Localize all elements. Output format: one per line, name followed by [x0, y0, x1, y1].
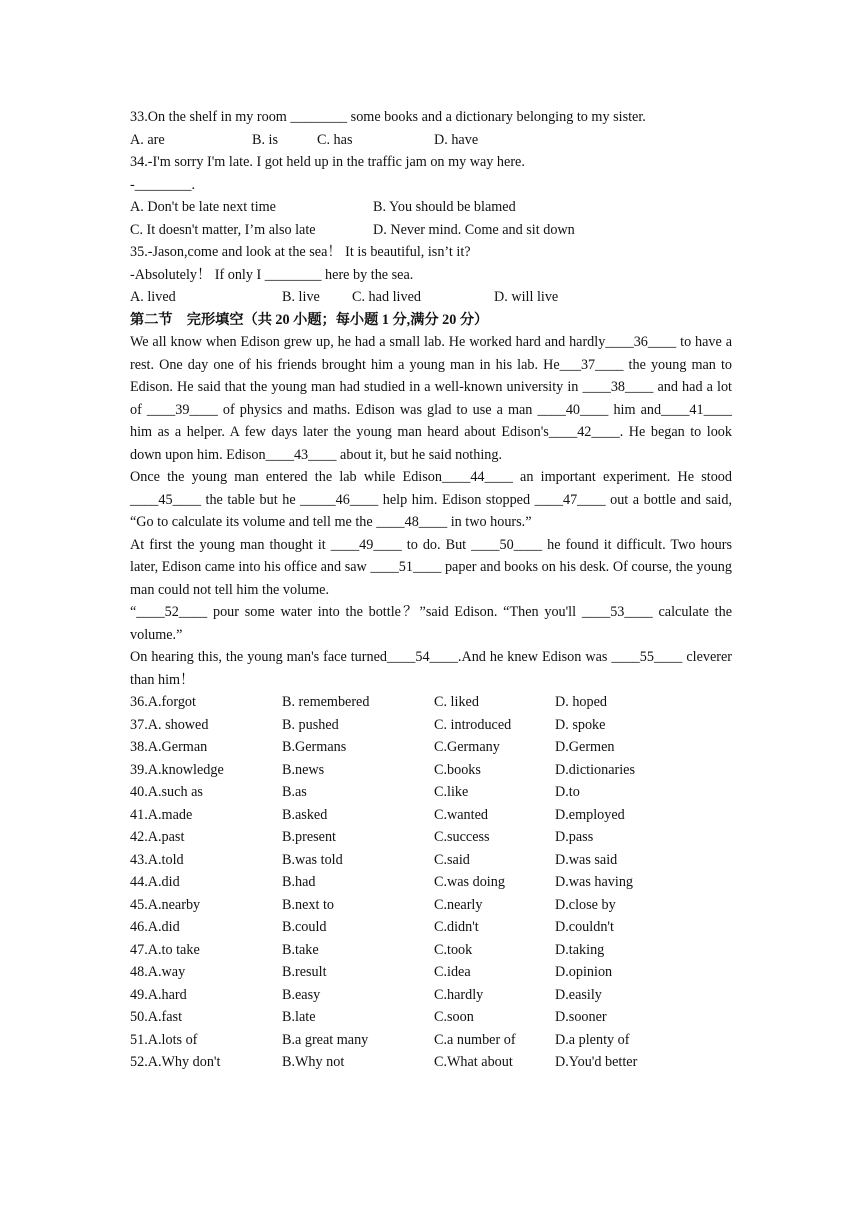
choice-d: D. spoke — [555, 716, 606, 733]
passage-paragraph-1: We all know when Edison grew up, he had a small lab. He worked hard and hardly____36____ to have a rest. One day one of his friends brought him a young man in his lab. He___37____ the young man to Edison. He said that the young man had studied in a well-known university in ____38____ and had a lot of ____39____ of physics and maths. Edison was glad to use a man ____40____ him and____41____ him as a helper. A few days later the young man heard about Edison's____42____. He began to look down upon him. Edison____43____ about it, but he said nothing. — [130, 334, 732, 463]
choice-row-38 — [130, 736, 732, 759]
choice-b: B.was told — [282, 851, 343, 868]
exam-content — [130, 106, 732, 1074]
choice-d: D.pass — [555, 829, 594, 845]
choice-a: 49.A.hard — [130, 986, 187, 1003]
choice-b: B.next to — [282, 896, 335, 913]
choice-c: C.What about — [434, 1054, 513, 1070]
choice-d: D.was said — [555, 851, 618, 868]
choice-row-47 — [130, 939, 732, 962]
choice-c: C. introduced — [434, 716, 512, 733]
choice-b: B.present — [282, 829, 336, 845]
passage-paragraph-2: Once the young man entered the lab while Edison____44____ an important experiment. He stood ____45____ the table but he _____46____ help him. Edison stopped ____47____ out a bottle and said, “Go to calculate its volume and tell me the ____48____ in two hours.” — [130, 469, 732, 530]
choice-d: D.dictionaries — [555, 761, 635, 778]
choice-a: 51.A.lots of — [130, 1031, 198, 1048]
choice-a: 40.A.such as — [130, 784, 203, 800]
choice-d: D.Germen — [555, 739, 615, 755]
question-34-stem: 34.-I'm sorry I'm late. I got held up in the traffic jam on my way here. — [130, 154, 525, 170]
choice-d: D.was having — [555, 874, 634, 890]
choice-d: D.easily — [555, 986, 602, 1003]
choice-d: D.employed — [555, 806, 625, 823]
choice-a: 44.A.did — [130, 874, 180, 890]
choice-row-49 — [130, 984, 732, 1007]
option-d: D. Never mind. Come and sit down — [373, 221, 575, 238]
option-a: A. lived — [130, 289, 176, 305]
choice-b: B.result — [282, 964, 327, 980]
choice-c: C.Germany — [434, 739, 500, 755]
choice-c: C.nearly — [434, 896, 483, 913]
choice-a: 50.A.fast — [130, 1009, 183, 1025]
question-34-options-row2 — [130, 219, 732, 242]
choice-b: B.take — [282, 941, 319, 958]
question-35-options — [130, 286, 732, 309]
choice-a: 38.A.German — [130, 739, 208, 755]
choice-d: D.opinion — [555, 964, 613, 980]
choice-row-48 — [130, 961, 732, 984]
choice-row-50 — [130, 1006, 732, 1029]
choice-c: C.didn't — [434, 919, 479, 935]
choice-d: D.close by — [555, 896, 616, 913]
passage-paragraph-4: “____52____ pour some water into the bottle？”said Edison. “Then you'll ____53____ calculate the volume.” — [130, 604, 732, 643]
option-b: B. is — [252, 131, 279, 148]
option-c: C. had lived — [352, 289, 421, 305]
choice-b: B.news — [282, 761, 325, 778]
question-34-blank: -________. — [130, 176, 196, 193]
choice-b: B.late — [282, 1009, 316, 1025]
choice-b: B.had — [282, 874, 316, 890]
choice-b: B. remembered — [282, 694, 370, 710]
choice-row-42 — [130, 826, 732, 849]
choice-row-41 — [130, 804, 732, 827]
choice-c: C.like — [434, 784, 469, 800]
choice-c: C. liked — [434, 694, 479, 710]
option-a: A. are — [130, 131, 165, 148]
option-d: D. will live — [494, 289, 559, 305]
choice-d: D.taking — [555, 941, 605, 958]
choice-c: C.said — [434, 851, 470, 868]
choice-d: D.You'd better — [555, 1054, 638, 1070]
choice-b: B.easy — [282, 986, 321, 1003]
choice-a: 39.A.knowledge — [130, 761, 224, 778]
choice-b: B.as — [282, 784, 307, 800]
choice-row-46 — [130, 916, 732, 939]
option-c: C. has — [317, 131, 353, 148]
choice-b: B.Germans — [282, 739, 347, 755]
choice-row-45 — [130, 894, 732, 917]
question-33-stem: 33.On the shelf in my room ________ some books and a dictionary belonging to my sister. — [130, 109, 646, 125]
choice-a: 52.A.Why don't — [130, 1054, 221, 1070]
choice-row-39 — [130, 759, 732, 782]
question-35-line2: -Absolutely！ If only I ________ here by the sea. — [130, 266, 414, 283]
choice-c: C.success — [434, 829, 490, 845]
choice-a: 42.A.past — [130, 829, 185, 845]
choice-row-51 — [130, 1029, 732, 1052]
choice-c: C.was doing — [434, 874, 505, 890]
choice-d: D.sooner — [555, 1009, 607, 1025]
section-heading: 第二节 完形填空（共 20 小题；每小题 1 分,满分 20 分） — [130, 311, 489, 328]
option-b: B. You should be blamed — [373, 199, 516, 215]
choice-b: B.could — [282, 919, 327, 935]
choice-c: C.soon — [434, 1009, 474, 1025]
choice-d: D.a plenty of — [555, 1031, 630, 1048]
choice-a: 43.A.told — [130, 851, 184, 868]
choice-a: 46.A.did — [130, 919, 180, 935]
choice-c: C.books — [434, 761, 481, 778]
choice-a: 45.A.nearby — [130, 896, 201, 913]
choice-b: B.Why not — [282, 1054, 345, 1070]
choice-row-36 — [130, 691, 732, 714]
choice-row-52 — [130, 1051, 732, 1074]
choice-row-37 — [130, 714, 732, 737]
choice-c: C.a number of — [434, 1031, 516, 1048]
choice-a: 37.A. showed — [130, 716, 209, 733]
option-c: C. It doesn't matter, I’m also late — [130, 221, 316, 238]
option-d: D. have — [434, 131, 479, 148]
choice-c: C.idea — [434, 964, 471, 980]
question-35-stem: 35.-Jason,come and look at the sea！ It is beautiful, isn’t it? — [130, 244, 471, 260]
choice-b: B.a great many — [282, 1031, 369, 1048]
choice-row-43 — [130, 849, 732, 872]
choice-b: B.asked — [282, 806, 328, 823]
choice-row-40 — [130, 781, 732, 804]
question-34-options-row1 — [130, 196, 732, 219]
choice-a: 36.A.forgot — [130, 694, 196, 710]
choice-c: C.hardly — [434, 986, 484, 1003]
option-a: A. Don't be late next time — [130, 199, 276, 215]
question-33-options — [130, 129, 732, 152]
choice-b: B. pushed — [282, 716, 339, 733]
choice-a: 47.A.to take — [130, 941, 200, 958]
choice-a: 41.A.made — [130, 806, 193, 823]
choice-c: C.wanted — [434, 806, 488, 823]
passage-paragraph-3: At first the young man thought it ____49____ to do. But ____50____ he found it difficult. Two hours later, Edison came into his office and saw ____51____ paper and books on his desk. Of course, the young man could not tell him the volume. — [130, 536, 732, 598]
choice-d: D.to — [555, 784, 580, 800]
choice-row-44 — [130, 871, 732, 894]
choice-d: D. hoped — [555, 694, 608, 710]
choice-c: C.took — [434, 941, 473, 958]
option-b: B. live — [282, 289, 320, 305]
passage-paragraph-5: On hearing this, the young man's face turned____54____.And he knew Edison was ____55____ cleverer than him！ — [130, 649, 732, 688]
choice-list — [130, 691, 732, 1074]
choice-d: D.couldn't — [555, 919, 614, 935]
choice-a: 48.A.way — [130, 964, 186, 980]
